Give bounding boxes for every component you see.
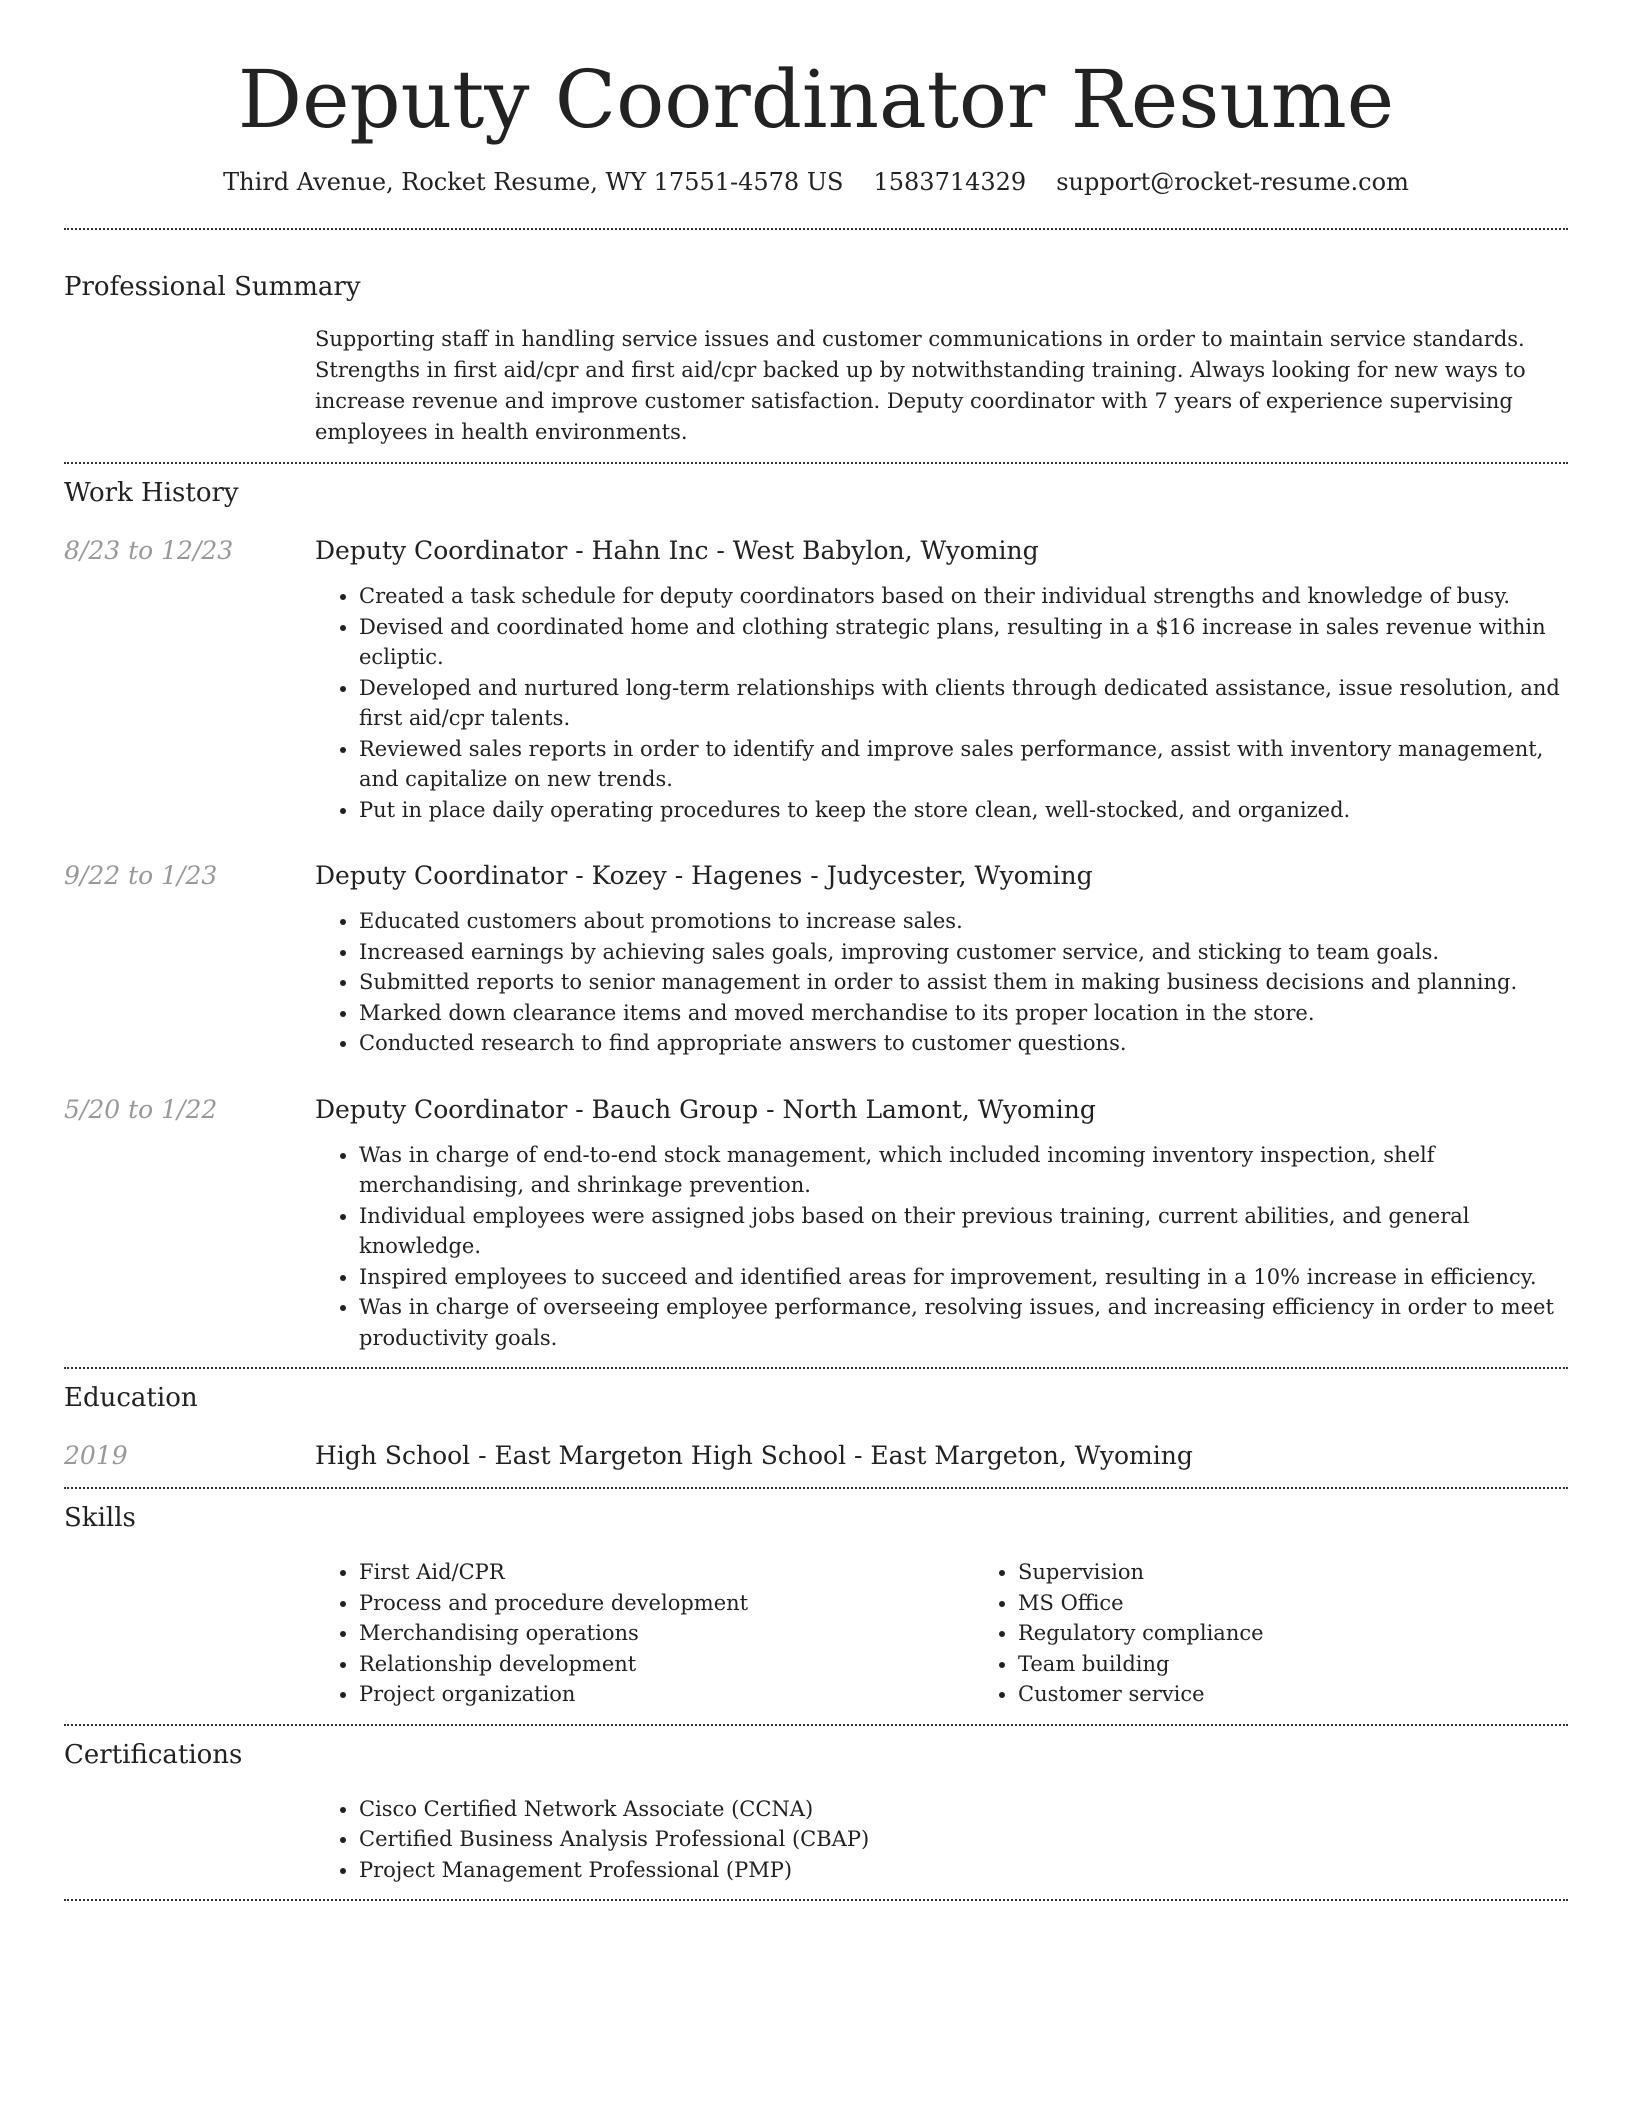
skills-section bbox=[64, 1489, 1568, 1724]
education-heading: Education bbox=[64, 1383, 198, 1413]
resume-header bbox=[64, 0, 1568, 198]
list-item: • Regulatory compliance bbox=[1018, 1618, 1632, 1649]
list-item: • MS Office bbox=[1018, 1588, 1632, 1619]
summary-heading: Professional Summary bbox=[64, 272, 361, 302]
education-entry bbox=[64, 1439, 1568, 1473]
job-title: Deputy Coordinator - Hahn Inc - West Babylon, Wyoming bbox=[315, 536, 1039, 565]
job-dates: 8/23 to 12/23 bbox=[64, 536, 234, 565]
list-item: • First Aid/CPR bbox=[359, 1557, 974, 1588]
list-item: • Developed and nurtured long-term relationships with clients through dedicated assistance, issue resolution, and first aid/cpr talents. bbox=[359, 673, 1568, 734]
list-item: • Certified Business Analysis Professional (CBAP) bbox=[359, 1824, 1568, 1855]
list-item: • Was in charge of end-to-end stock management, which included incoming inventory inspection, shelf merchandising, and shrinkage prevention. bbox=[359, 1140, 1568, 1201]
list-item: • Team building bbox=[1018, 1649, 1632, 1680]
education-title: High School - East Margeton High School - East Margeton, Wyoming bbox=[315, 1441, 1193, 1470]
skills-heading: Skills bbox=[64, 1503, 136, 1533]
list-item: • Increased earnings by achieving sales goals, improving customer service, and sticking to team goals. bbox=[359, 937, 1568, 968]
work-history-section bbox=[64, 464, 1568, 1367]
certifications-section bbox=[64, 1726, 1568, 1900]
list-item: • Individual employees were assigned jobs based on their previous training, current abilities, and general knowledge. bbox=[359, 1201, 1568, 1262]
list-item: • Was in charge of overseeing employee performance, resolving issues, and increasing efficiency in order to meet productivity goals. bbox=[359, 1292, 1568, 1353]
job-entry bbox=[64, 1093, 1568, 1354]
list-item: • Relationship development bbox=[359, 1649, 974, 1680]
work-history-heading: Work History bbox=[64, 478, 239, 508]
summary-text: Supporting staff in handling service issues and customer communications in order to maintain service standards. Strengths in first aid/cpr and first aid/cpr backed up by notwithstanding training. Always looking for new ways to increase revenue and improve customer satisfaction. Deputy coordinator with 7 years of experience supervising employees in health environments. bbox=[315, 327, 1526, 444]
job-dates: 5/20 to 1/22 bbox=[64, 1094, 218, 1124]
list-item: • Created a task schedule for deputy coordinators based on their individual strengths and knowledge of busy. bbox=[359, 581, 1568, 612]
certifications-list bbox=[315, 1794, 1568, 1886]
contact-line bbox=[64, 166, 1568, 198]
list-item: • Customer service bbox=[1018, 1679, 1632, 1710]
job-title: Deputy Coordinator - Kozey - Hagenes - Judycester, Wyoming bbox=[315, 861, 1093, 890]
job-entry bbox=[64, 534, 1568, 825]
list-item: • Cisco Certified Network Associate (CCNA) bbox=[359, 1794, 1568, 1825]
job-bullets bbox=[315, 906, 1568, 1059]
education-year: 2019 bbox=[64, 1441, 128, 1470]
contact-address: Third Avenue, Rocket Resume, WY 17551-4578 US bbox=[223, 168, 844, 196]
contact-phone: 1583714329 bbox=[873, 168, 1027, 196]
list-item: • Project Management Professional (PMP) bbox=[359, 1855, 1568, 1886]
skills-list-right bbox=[974, 1557, 1632, 1710]
job-dates: 9/22 to 1/23 bbox=[64, 861, 218, 890]
contact-email: support@rocket-resume.com bbox=[1056, 168, 1409, 196]
list-item: • Conducted research to find appropriate answers to customer questions. bbox=[359, 1028, 1568, 1059]
list-item: • Supervision bbox=[1018, 1557, 1632, 1588]
list-item: • Educated customers about promotions to increase sales. bbox=[359, 906, 1568, 937]
list-item: • Put in place daily operating procedures to keep the store clean, well-stocked, and organized. bbox=[359, 795, 1568, 826]
list-item: • Merchandising operations bbox=[359, 1618, 974, 1649]
job-bullets bbox=[315, 1140, 1568, 1354]
certifications-heading: Certifications bbox=[64, 1739, 243, 1770]
list-item: • Submitted reports to senior management in order to assist them in making business decisions and planning. bbox=[359, 967, 1568, 998]
list-item: • Project organization bbox=[359, 1679, 974, 1710]
list-item: • Reviewed sales reports in order to identify and improve sales performance, assist with inventory management, and capitalize on new trends. bbox=[359, 734, 1568, 795]
skills-list-left bbox=[315, 1557, 974, 1710]
skills-grid bbox=[315, 1557, 1568, 1710]
list-item: • Inspired employees to succeed and identified areas for improvement, resulting in a 10% increase in efficiency. bbox=[359, 1262, 1568, 1293]
summary-section bbox=[64, 230, 1568, 462]
education-section bbox=[64, 1369, 1568, 1487]
job-entry bbox=[64, 859, 1568, 1059]
job-bullets bbox=[315, 581, 1568, 825]
list-item: • Devised and coordinated home and clothing strategic plans, resulting in a $16 increase in sales revenue within ecliptic. bbox=[359, 612, 1568, 673]
list-item: • Marked down clearance items and moved merchandise to its proper location in the store. bbox=[359, 998, 1568, 1029]
list-item: • Process and procedure development bbox=[359, 1588, 974, 1619]
job-title: Deputy Coordinator - Bauch Group - North Lamont, Wyoming bbox=[315, 1094, 1096, 1124]
divider bbox=[64, 1899, 1568, 1901]
resume-title: Deputy Coordinator Resume bbox=[237, 53, 1395, 146]
